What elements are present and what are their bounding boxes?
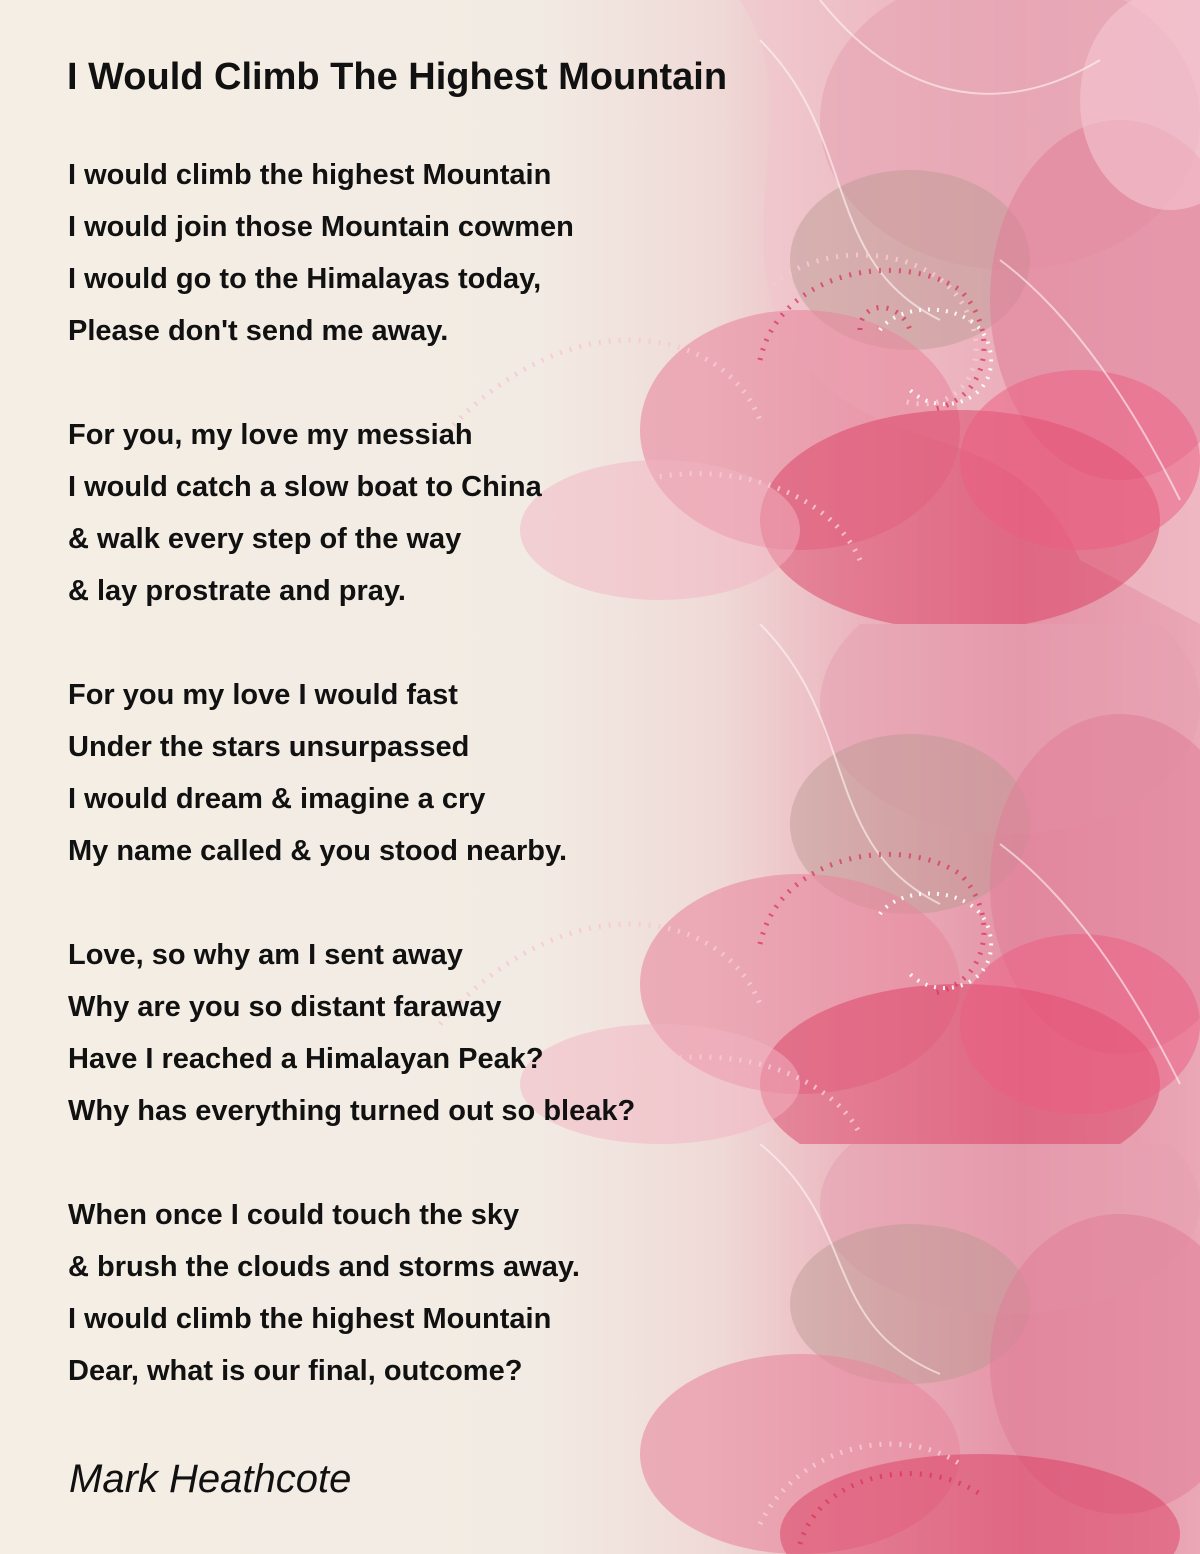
- poem-line: Please don't send me away.: [68, 315, 449, 347]
- poem-line: I would join those Mountain cowmen: [68, 211, 574, 243]
- poem-line: Dear, what is our final, outcome?: [68, 1355, 523, 1387]
- poem-line: Under the stars unsurpassed: [68, 731, 470, 763]
- poem-line: I would dream & imagine a cry: [68, 783, 486, 815]
- poem-line: I would climb the highest Mountain: [68, 1303, 552, 1335]
- stanza-3: [68, 669, 567, 877]
- poem-line: Why has everything turned out so bleak?: [68, 1095, 636, 1127]
- poem-line: Have I reached a Himalayan Peak?: [68, 1043, 544, 1075]
- poem-line: Love, so why am I sent away: [68, 939, 463, 971]
- poem-line: Why are you so distant faraway: [68, 991, 502, 1023]
- poem-line: I would climb the highest Mountain: [68, 159, 552, 191]
- poem-line: My name called & you stood nearby.: [68, 835, 568, 867]
- poem-line: I would go to the Himalayas today,: [68, 263, 542, 295]
- poem-title: I Would Climb The Highest Mountain: [67, 56, 728, 98]
- stanza-5: [68, 1189, 580, 1397]
- poem-line: I would catch a slow boat to China: [68, 471, 542, 503]
- poem-author: Mark Heathcote: [69, 1457, 352, 1501]
- stanza-2: [68, 409, 542, 617]
- poem-line: For you, my love my messiah: [68, 419, 473, 451]
- poem-line: When once I could touch the sky: [68, 1199, 520, 1231]
- stanza-4: [68, 929, 635, 1137]
- stanza-1: [68, 149, 574, 357]
- poem-line: & walk every step of the way: [68, 523, 462, 555]
- poem-line: & brush the clouds and storms away.: [68, 1251, 580, 1283]
- poem-line: & lay prostrate and pray.: [68, 575, 406, 607]
- poem-line: For you my love I would fast: [68, 679, 458, 711]
